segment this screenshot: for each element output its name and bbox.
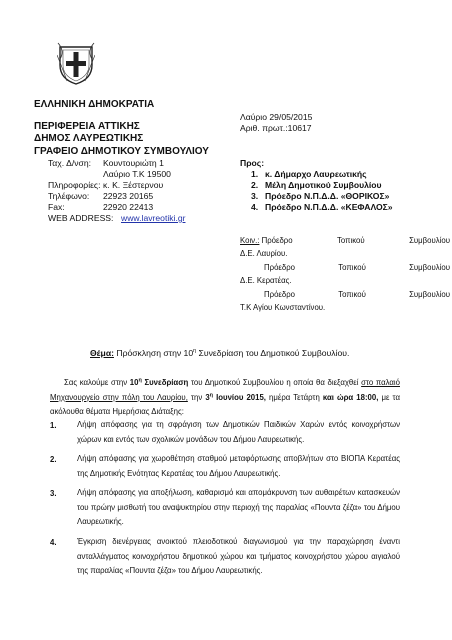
recipient-item: Πρόεδρο Ν.Π.Δ.Δ. «ΘΟΡΙΚΟΣ» <box>265 191 390 201</box>
agenda-item-text: Λήψη απόφασης για τη σφράγιση των Δημοτικών Παιδικών Χαρών εντός κοινοχρήστων χώρων και εντός των σχολικών μονάδων του Δήμου Λαυρεωτικής. <box>77 420 400 444</box>
cc-word: Πρόεδρο <box>264 262 295 272</box>
recipient-num: 4. <box>251 202 259 212</box>
agenda-item-number: 4. <box>50 538 57 547</box>
intro-text: Σας καλούμε στην <box>64 378 130 387</box>
recipient-num: 3. <box>251 191 259 201</box>
subject-label: Θέμα: <box>90 348 114 358</box>
cc-block <box>240 234 450 314</box>
intro-paragraph <box>50 376 400 420</box>
recipient-item: κ. Δήμαρχο Λαυρεωτικής <box>265 169 367 179</box>
cc-word: Τοπικού <box>337 236 365 245</box>
cc-line: Τ.Κ Αγίου Κωνσταντίνου. <box>240 303 326 313</box>
meeting-day-sup: η <box>209 392 214 398</box>
cc-word: Πρόεδρο <box>261 236 293 245</box>
subject-text-pre: Πρόσκληση στην 10 <box>116 348 194 358</box>
cc-line <box>240 234 450 247</box>
subject-line <box>90 348 349 359</box>
agenda-item-number: 3. <box>50 489 57 498</box>
municipality-title: ΔΗΜΟΣ ΛΑΥΡΕΩΤΙΚΗΣ <box>34 133 144 144</box>
intro-text: με τα ακόλουθα θέματα Ημερήσιας Διάταξης: <box>50 392 400 417</box>
cc-line <box>240 288 450 301</box>
recipient-item: Πρόεδρο Ν.Π.Δ.Δ. «ΚΕΦΑΛΟΣ» <box>265 202 393 212</box>
phone-value: 22923 20165 <box>103 191 154 201</box>
cc-word: Πρόεδρο <box>264 289 295 299</box>
intro-text: την <box>187 392 206 402</box>
recipient-item: Μέλη Δημοτικού Συμβουλίου <box>265 180 382 190</box>
cc-line: Δ.Ε. Λαυρίου. <box>240 249 288 259</box>
recipients-label: Προς: <box>240 158 265 168</box>
city-value: Λαύριο Τ.Κ 19500 <box>103 169 171 179</box>
agenda-item-text: Λήψη απόφασης για αποξήλωση, καθαρισμό και απομάκρυνση των αυθαιρέτων κατασκευών του πρώην μισθωτή του αναψυκτηρίου στην περιοχή της παραλίας «Πουντα ζέζα» του Δήμου Λαυρεωτικής. <box>77 488 400 527</box>
agenda-item-number: 2. <box>50 455 57 464</box>
address-value: Κουντουριώτη 1 <box>103 158 164 168</box>
cc-word: Τοπικού <box>338 289 366 299</box>
session-word: Συνεδρίαση <box>141 378 189 387</box>
fax-value: 22920 22413 <box>103 202 154 212</box>
meeting-time: και ώρα 18:00, <box>322 392 379 402</box>
info-label: Πληροφορίες: <box>48 180 101 190</box>
agenda-item-text: Έγκριση διενέργειας ανοικτού πλειοδοτικού διαγωνισμού για την παραχώρηση έναντι ανταλλάγματος κοινοχρήστου δημοτικού χώρου και τμήματος κοινοχρήστου χώρου αιγιαλού της παραλίας «Πουντα ζέζα» του Δήμου Λαυρεωτικής. <box>77 537 400 576</box>
agenda-item-number: 1. <box>50 421 57 430</box>
cc-word: Συμβουλίου <box>409 236 450 245</box>
cc-line <box>240 261 450 274</box>
meeting-place: στο παλαιό Μηχανουργείο στην πόλη του Λαυρίου, <box>50 378 400 402</box>
recipient-num: 1. <box>251 169 259 179</box>
meeting-month: Ιουνίου 2015, <box>213 392 266 402</box>
republic-title: ΕΛΛΗΝΙΚΗ ΔΗΜΟΚΡΑΤΙΑ <box>34 99 155 110</box>
office-title: ΓΡΑΦΕΙΟ ΔΗΜΟΤΙΚΟΥ ΣΥΜΒΟΥΛΙΟΥ <box>34 146 209 157</box>
address-label: Ταχ. Δ/νση: <box>48 158 91 168</box>
cc-label: Κοιν.: <box>240 236 260 245</box>
cc-line: Δ.Ε. Κερατέας. <box>240 276 292 286</box>
subject-sup: η <box>193 348 197 355</box>
web-address-label: WEB ADDRESS: <box>48 213 114 223</box>
fax-label: Fax: <box>48 202 65 212</box>
region-title: ΠΕΡΙΦΕΡΕΙΑ ΑΤΤΙΚΗΣ <box>34 121 140 132</box>
session-sup: η <box>138 377 142 384</box>
session-number: 10 <box>129 378 139 387</box>
cc-word: Συμβουλίου <box>409 289 450 299</box>
intro-text: του Δημοτικού Συμβουλίου η οποία θα διεξαχθεί <box>188 378 362 387</box>
cc-word: Συμβουλίου <box>409 262 450 272</box>
date-line: Λαύριο 29/05/2015 <box>240 112 313 122</box>
protocol-number: Αριθ. πρωτ.:10617 <box>240 123 312 133</box>
phone-label: Τηλέφωνο: <box>48 191 90 201</box>
cc-word: Τοπικού <box>338 262 366 272</box>
meeting-day: 3 <box>205 392 210 402</box>
hellenic-emblem-icon <box>57 41 95 85</box>
info-value: κ. Κ. Ξέστερνου <box>103 180 164 190</box>
agenda-item-text: Λήψη απόφασης για χωροθέτηση σταθμού μεταφόρτωσης αποβλήτων στο ΒΙΟΠΑ Κερατέας της Δημοτικής Ενότητας Κερατέας του Δήμου Λαυρεωτικής. <box>77 454 400 478</box>
subject-text-post: Συνεδρίαση του Δημοτικού Συμβουλίου. <box>196 348 350 358</box>
intro-text: ημέρα Τετάρτη <box>265 392 323 402</box>
website-link[interactable]: www.lavreotiki.gr <box>121 213 186 223</box>
recipient-num: 2. <box>251 180 259 190</box>
